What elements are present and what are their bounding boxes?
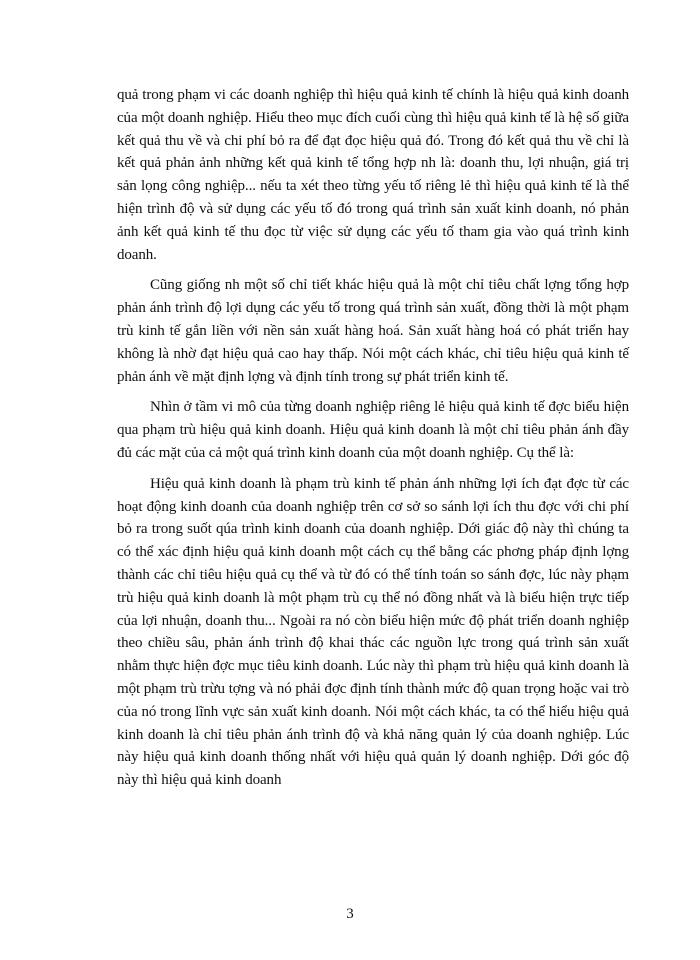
paragraph-3: Nhìn ở tầm vi mô của từng doanh nghiệp riêng lẻ hiệu quả kinh tế đợc biểu hiện qua phạm trù hiệu quả kinh doanh. Hiệu quả kinh doanh là một chỉ tiêu phản ánh đầy đủ các mặt của cả một quá trình kinh doanh của một doanh nghiệp. Cụ thể là: — [117, 399, 629, 461]
paragraph-4: Hiệu quả kinh doanh là phạm trù kinh tế phản ánh những lợi ích đạt đợc từ các hoạt động kinh doanh của doanh nghiệp trên cơ sở so sánh lợi ích thu đợc với chi phí bỏ ra trong suốt qúa trình kinh doanh của doanh nghiệp. Dới giác độ này thì chúng ta có thể xác định hiệu quả kinh doanh một cách cụ thể bằng các phơng pháp định lợng thành các chỉ tiêu hiệu quả cụ thể và từ đó có thể tính toán so sánh đợc, lúc này phạm trù hiệu quả kinh doanh là một phạm trù cụ thể nó đồng nhất và là biểu hiện trực tiếp của lợi nhuận, doanh thu... Ngoài ra nó còn biểu hiện mức độ phát triển doanh nghiệp theo chiều sâu, phản ánh trình độ khai thác các nguồn lực trong quá trình sản xuất nhằm thực hiện đợc mục tiêu kinh doanh. Lúc này thì phạm trù hiệu quả kinh doanh là một phạm trù trừu tợng và nó phải đợc định tính thành mức độ quan trọng hoặc vai trò của nó trong lĩnh vực sản xuất kinh doanh. Nói một cách khác, ta có thể hiểu hiệu quả kinh doanh là chỉ tiêu phản ánh trình độ và khả năng quản lý của doanh nghiệp. Lúc này hiệu quả kinh doanh thống nhất với hiệu quả quản lý doanh nghiệp. Dới góc độ này thì hiệu quả kinh doanh — [117, 475, 629, 789]
paragraph-1: quả trong phạm vi các doanh nghiệp thì hiệu quả kinh tế chính là hiệu quả kinh doanh của một doanh nghiệp. Hiểu theo mục đích cuối cùng thì hiệu quả kinh tế là hệ số giữa kết quả thu về và chi phí bỏ ra để đạt đọc hiệu quả đó. Trong đó kết quả thu về chỉ là kết quả phản ảnh những kết quả kinh tế tổng hợp nh là: doanh thu, lợi nhuận, giá trị sản lọng công nghiệp... nếu ta xét theo từng yếu tố riêng lẻ thì hiệu quả kinh tế là thể hiện trình độ và sử dụng các yếu tố đó trong quá trình sản xuất kinh doanh, nó phản ảnh kết quả kinh tế thu đọc từ việc sử dụng các yếu tố tham gia vào quá trình kinh doanh. — [117, 87, 629, 263]
page-body — [117, 84, 629, 800]
paragraph-2: Cũng giống nh một số chỉ tiết khác hiệu quả là một chỉ tiêu chất lợng tổng hợp phản ánh trình độ lợi dụng các yếu tố trong quá trình sản xuất, đồng thời là một phạm trù kinh tế gắn liền với nền sản xuất hàng hoá. Sản xuất hàng hoá có phát triển hay không là nhờ đạt hiệu quả cao hay thấp. Nói một cách khác, chỉ tiêu hiệu quả kinh tế phản ánh về mặt định lợng và định tính trong sự phát triển kinh tế. — [117, 277, 629, 385]
page-number: 3 — [346, 906, 354, 922]
